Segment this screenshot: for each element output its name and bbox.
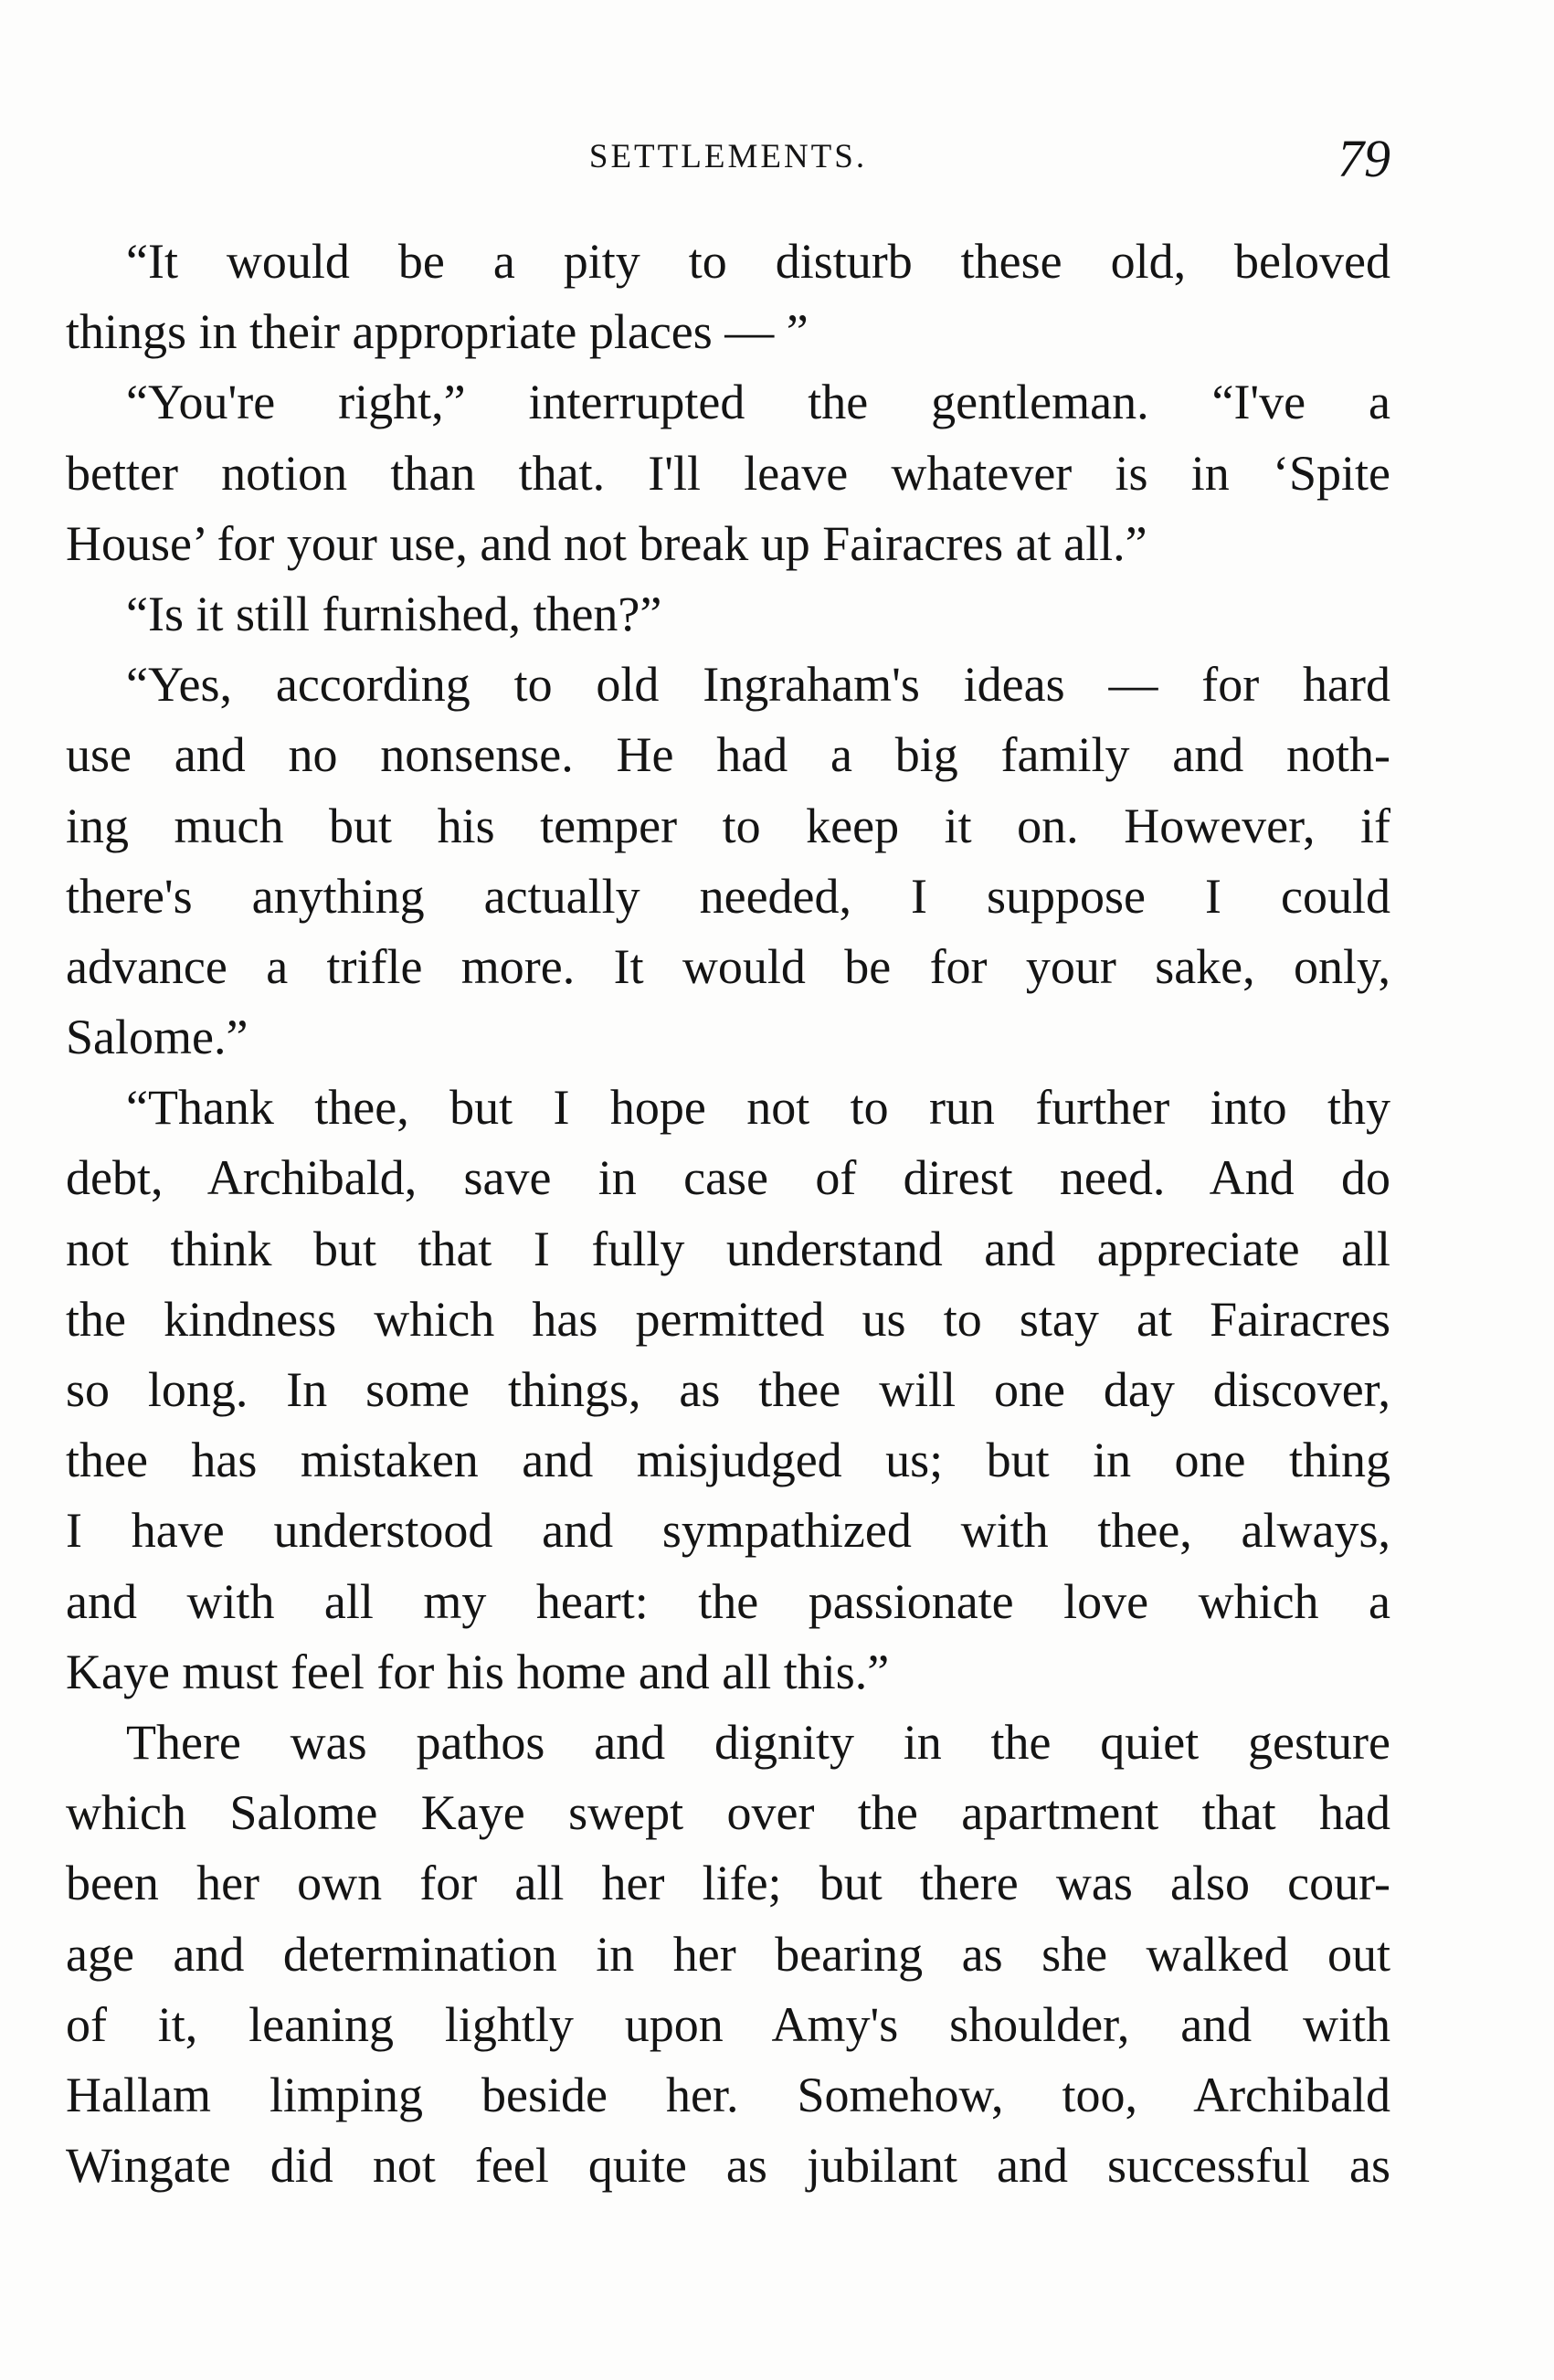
text-line: Wingate did not feel quite as jubilant and successful as [66, 2138, 1390, 2194]
text-line: ing much but his temper to keep it on. However, if [66, 798, 1390, 853]
text-line: debt, Archibald, save in case of direst need. And do [66, 1150, 1390, 1206]
text-line: Kaye must feel for his home and all this.” [66, 1644, 890, 1699]
text-line: “Yes, according to old Ingraham's ideas — for hard [126, 657, 1390, 713]
running-title: SETTLEMENTS. [588, 138, 868, 175]
text-line: and with all my heart: the passionate love which a [66, 1573, 1390, 1629]
text-line: use and no nonsense. He had a big family and noth- [66, 727, 1390, 783]
text-line: There was pathos and dignity in the quiet gesture [126, 1714, 1390, 1770]
text-line: Hallam limping beside her. Somehow, too, Archibald [66, 2067, 1390, 2122]
text-line: House’ for your use, and not break up Fairacres at all.” [66, 515, 1147, 571]
text-line: things in their appropriate places — ” [66, 304, 809, 360]
text-line: “It would be a pity to disturb these old, beloved [126, 234, 1390, 289]
text-line: which Salome Kaye swept over the apartment that had [66, 1785, 1390, 1841]
body-text [66, 227, 1390, 2201]
text-line: “You're right,” interrupted the gentleman. “I've a [126, 375, 1390, 430]
page-number: 79 [1337, 129, 1390, 188]
text-line: so long. In some things, as thee will one day discover, [66, 1362, 1390, 1417]
running-head [66, 128, 1390, 201]
text-line: not think but that I fully understand and appreciate all [66, 1221, 1390, 1276]
text-line: age and determination in her bearing as she walked out [66, 1926, 1390, 1982]
text-line: been her own for all her life; but there was also cour- [66, 1856, 1390, 1911]
text-line: Salome.” [66, 1010, 248, 1065]
text-line: the kindness which has permitted us to stay at Fairacres [66, 1291, 1390, 1347]
text-line: I have understood and sympathized with thee, always, [66, 1503, 1390, 1559]
text-line: “Thank thee, but I hope not to run further into thy [126, 1080, 1390, 1136]
text-line: thee has mistaken and misjudged us; but in one thing [66, 1433, 1390, 1488]
text-line: advance a trifle more. It would be for your sake, only, [66, 938, 1390, 994]
text-line: “Is it still furnished, then?” [126, 586, 662, 641]
text-line: of it, leaning lightly upon Amy's shoulder, and with [66, 1996, 1390, 2052]
text-line: better notion than that. I'll leave whatever is in ‘Spite [66, 445, 1390, 501]
text-line: there's anything actually needed, I suppose I could [66, 868, 1390, 924]
